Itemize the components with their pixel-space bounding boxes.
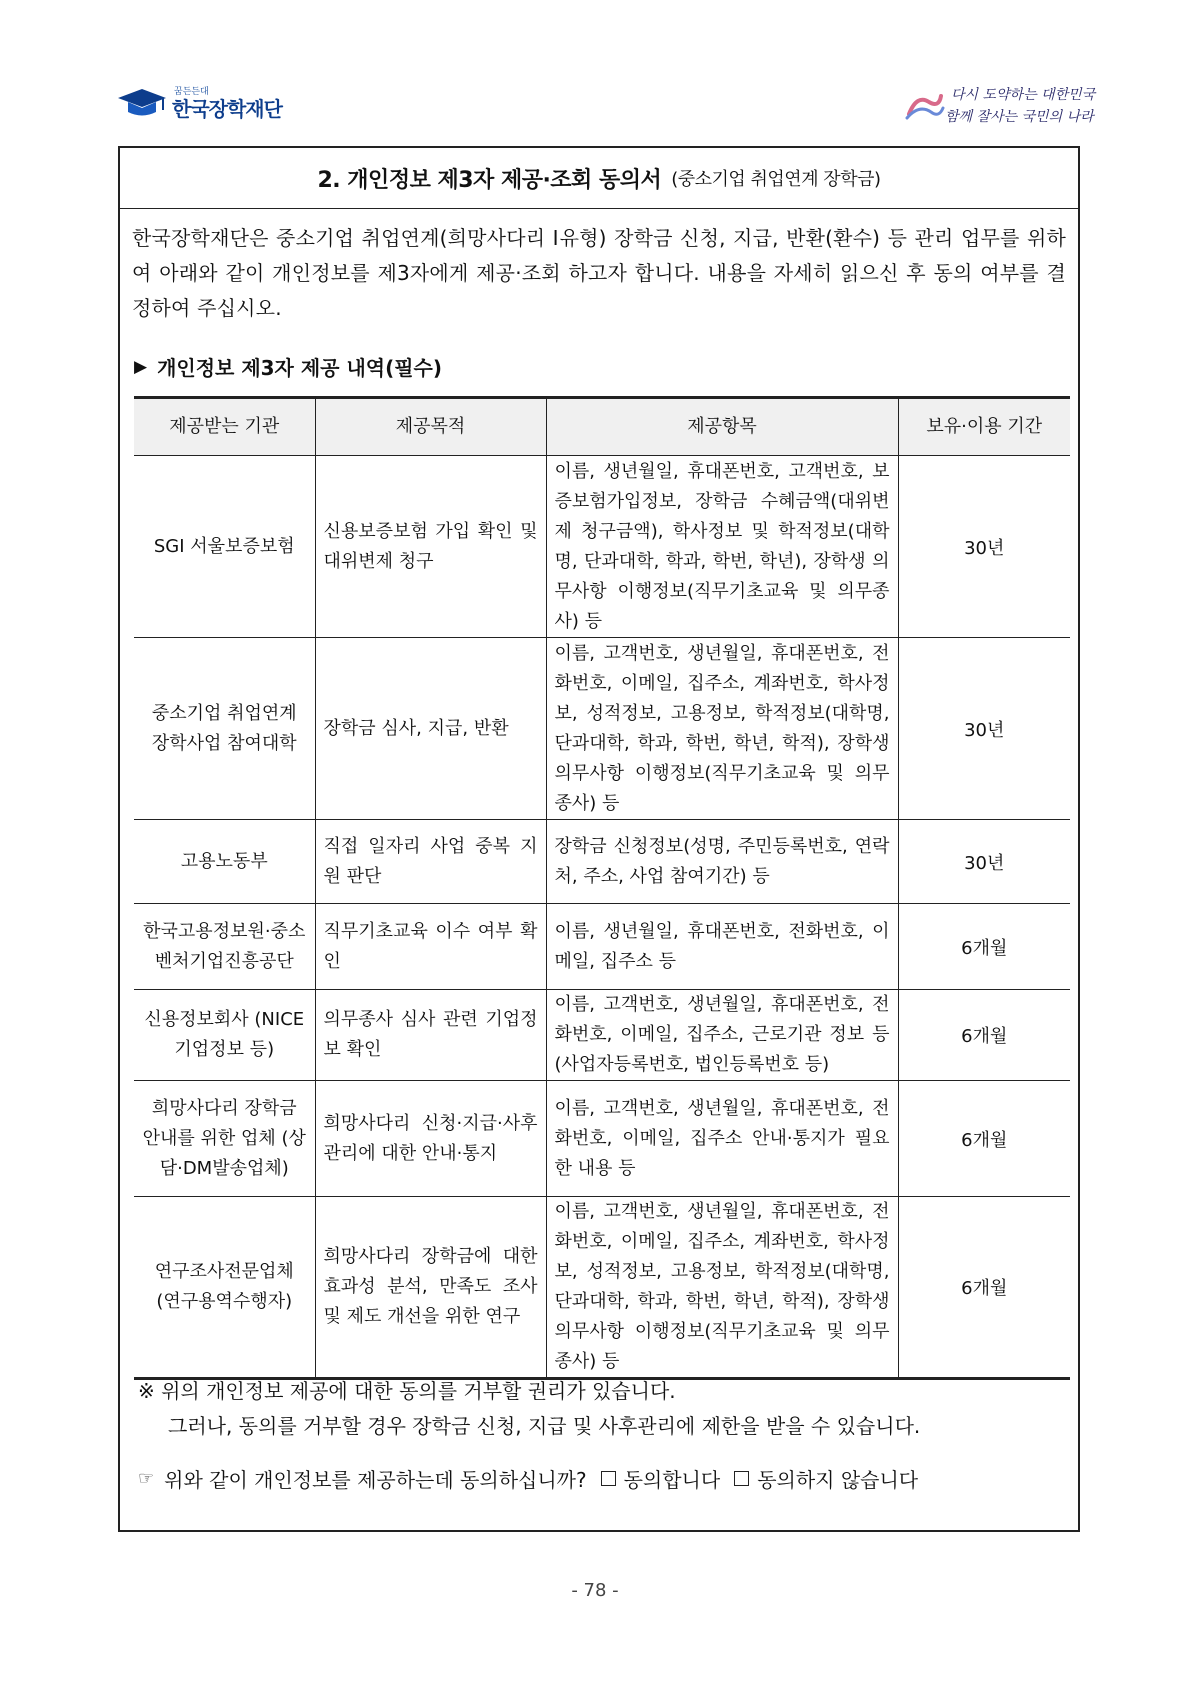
page-header <box>0 0 1190 140</box>
table-row <box>134 990 1070 1081</box>
title-main: 2. 개인정보 제3자 제공·조회 동의서 <box>317 167 662 193</box>
government-slogan <box>905 82 1096 128</box>
consent-question-row <box>138 1464 1068 1493</box>
section-heading <box>134 352 1078 381</box>
header-institution: 제공받는 기관 <box>134 398 315 456</box>
cell-period: 30년 <box>898 638 1070 820</box>
header-purpose: 제공목적 <box>315 398 546 456</box>
cell-institution: SGI 서울보증보험 <box>134 456 315 638</box>
table-row <box>134 638 1070 820</box>
table-row <box>134 820 1070 904</box>
agree-label[interactable]: 동의합니다 <box>623 1468 721 1492</box>
cell-institution: 연구조사전문업체 (연구용역수행자) <box>134 1197 315 1379</box>
notice-line-1: ※ 위의 개인정보 제공에 대한 동의를 거부할 권리가 있습니다. <box>138 1379 676 1403</box>
cell-institution: 중소기업 취업연계 장학사업 참여대학 <box>134 638 315 820</box>
header-period: 보유·이용 기간 <box>898 398 1070 456</box>
disagree-label[interactable]: 동의하지 않습니다 <box>757 1468 919 1492</box>
cell-purpose: 직접 일자리 사업 중복 지원 판단 <box>315 820 546 904</box>
agree-checkbox[interactable] <box>601 1471 616 1486</box>
table-row <box>134 1081 1070 1197</box>
slogan-line-2: 함께 잘사는 국민의 나라 <box>945 109 1094 125</box>
consent-question: 위와 같이 개인정보를 제공하는데 동의하십니까? <box>164 1468 587 1492</box>
cell-institution: 희망사다리 장학금 안내를 위한 업체 (상담·DM발송업체) <box>134 1081 315 1197</box>
cell-period: 30년 <box>898 456 1070 638</box>
cell-items: 이름, 생년월일, 휴대폰번호, 고객번호, 보증보험가입정보, 장학금 수혜금액(대위변제 청구금액), 학사정보 및 학적정보(대학명, 단과대학, 학과, 학번, 학년), 장학생 의무사항 이행정보(직무기초교육 및 의무종사) 등 <box>546 456 898 638</box>
cell-purpose: 희망사다리 장학금에 대한 효과성 분석, 만족도 조사 및 제도 개선을 위한 연구 <box>315 1197 546 1379</box>
disagree-checkbox[interactable] <box>734 1471 749 1486</box>
kosaf-logo <box>116 86 282 120</box>
cell-purpose: 의무종사 심사 관련 기업정보 확인 <box>315 990 546 1081</box>
cell-institution: 신용정보회사 (NICE기업정보 등) <box>134 990 315 1081</box>
provision-table <box>134 396 1070 1380</box>
table-row <box>134 1197 1070 1379</box>
cell-items: 이름, 고객번호, 생년월일, 휴대폰번호, 전화번호, 이메일, 집주소, 근로기관 정보 등(사업자등록번호, 법인등록번호 등) <box>546 990 898 1081</box>
pointing-hand-icon: ☞ <box>138 1468 155 1489</box>
cell-period: 30년 <box>898 820 1070 904</box>
cell-period: 6개월 <box>898 1197 1070 1379</box>
cell-purpose: 장학금 심사, 지급, 반환 <box>315 638 546 820</box>
notice-line-2: 그러나, 동의를 거부할 경우 장학금 신청, 지급 및 사후관리에 제한을 받을 수 있습니다. <box>168 1414 921 1438</box>
cell-period: 6개월 <box>898 904 1070 990</box>
cell-period: 6개월 <box>898 1081 1070 1197</box>
logo-tagline: 꿈든든대 <box>174 86 209 97</box>
intro-paragraph: 한국장학재단은 중소기업 취업연계(희망사다리 Ⅰ유형) 장학금 신청, 지급, 반환(환수) 등 관리 업무를 위하여 아래와 같이 개인정보를 제3자에게 제공·조회 하고자 합니다. 내용을 자세히 읽으신 후 동의 여부를 결정하여 주십시오. <box>132 226 1066 320</box>
cell-institution: 고용노동부 <box>134 820 315 904</box>
cell-purpose: 희망사다리 신청·지급·사후관리에 대한 안내·통지 <box>315 1081 546 1197</box>
cell-purpose: 신용보증보험 가입 확인 및 대위변제 청구 <box>315 456 546 638</box>
triangle-bullet-icon: ▶ <box>134 356 148 377</box>
cell-purpose: 직무기초교육 이수 여부 확인 <box>315 904 546 990</box>
logo-name: 한국장학재단 <box>172 96 282 121</box>
table-header-row <box>134 398 1070 456</box>
section-title: 개인정보 제3자 제공 내역(필수) <box>157 356 443 380</box>
title-subtitle: (중소기업 취업연계 장학금) <box>671 169 881 190</box>
graduation-cap-icon <box>116 86 168 120</box>
cell-items: 이름, 고객번호, 생년월일, 휴대폰번호, 전화번호, 이메일, 집주소 안내·통지가 필요한 내용 등 <box>546 1081 898 1197</box>
cell-items: 이름, 고객번호, 생년월일, 휴대폰번호, 전화번호, 이메일, 집주소, 계좌번호, 학사정보, 성적정보, 고용정보, 학적정보(대학명, 단과대학, 학과, 학번, 학년, 학적), 장학생 의무사항 이행정보(직무기초교육 및 의무종사) 등 <box>546 1197 898 1379</box>
cell-items: 이름, 고객번호, 생년월일, 휴대폰번호, 전화번호, 이메일, 집주소, 계좌번호, 학사정보, 성적정보, 고용정보, 학적정보(대학명, 단과대학, 학과, 학번, 학년, 학적), 장학생 의무사항 이행정보(직무기초교육 및 의무종사) 등 <box>546 638 898 820</box>
slogan-line-1: 다시 도약하는 대한민국 <box>951 87 1096 103</box>
table-row <box>134 456 1070 638</box>
refusal-notice <box>138 1374 1068 1444</box>
cell-institution: 한국고용정보원·중소벤처기업진흥공단 <box>134 904 315 990</box>
page-number: - 78 - <box>571 1580 619 1601</box>
cell-items: 장학금 신청정보(성명, 주민등록번호, 연락처, 주소, 사업 참여기간) 등 <box>546 820 898 904</box>
cell-items: 이름, 생년월일, 휴대폰번호, 전화번호, 이메일, 집주소 등 <box>546 904 898 990</box>
table-row <box>134 904 1070 990</box>
document-title <box>120 148 1078 209</box>
consent-form <box>118 146 1080 1532</box>
cell-period: 6개월 <box>898 990 1070 1081</box>
header-items: 제공항목 <box>546 398 898 456</box>
taegeuk-swirl-icon <box>905 88 945 124</box>
